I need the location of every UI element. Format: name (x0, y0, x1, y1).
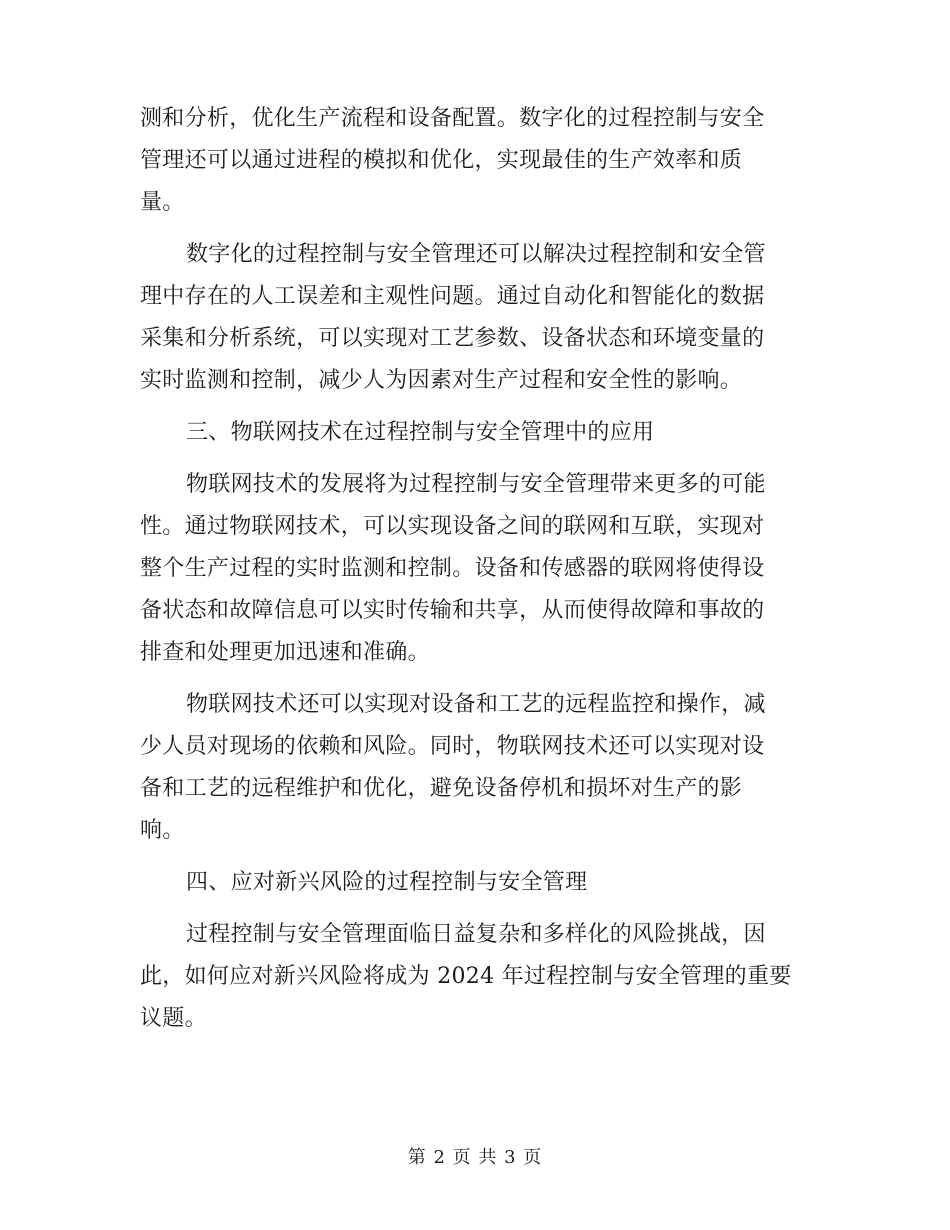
paragraph (140, 464, 810, 674)
paragraph (140, 914, 810, 1040)
text-line: 性。通过物联网技术，可以实现设备之间的联网和互联，实现对 (140, 514, 765, 539)
text-line: 量。 (140, 190, 185, 215)
text-line: 排查和处理更加迅速和准确。 (140, 640, 430, 665)
text-line: 物联网技术还可以实现对设备和工艺的远程监控和操作，减 (186, 692, 766, 717)
text-line: 议题。 (140, 1006, 207, 1031)
text-line: 理中存在的人工误差和主观性问题。通过自动化和智能化的数据 (140, 284, 765, 309)
paragraph (140, 234, 810, 402)
text-line: 采集和分析系统，可以实现对工艺参数、设备状态和环境变量的 (140, 326, 765, 351)
text-line: 管理还可以通过进程的模拟和优化，实现最佳的生产效率和质 (140, 148, 743, 173)
text-line: 整个生产过程的实时监测和控制。设备和传感器的联网将使得设 (140, 556, 765, 581)
text-line: 测和分析，优化生产流程和设备配置。数字化的过程控制与安全 (140, 106, 765, 131)
text-line: 备和工艺的远程维护和优化，避免设备停机和损坏对生产的影 (140, 776, 743, 801)
page-number: 第 2 页 共 3 页 (407, 1147, 543, 1168)
section-heading (140, 412, 810, 454)
paragraph (140, 98, 810, 224)
heading-text: 四、应对新兴风险的过程控制与安全管理 (186, 870, 588, 895)
text-line: 少人员对现场的依赖和风险。同时，物联网技术还可以实现对设 (140, 734, 765, 759)
page-footer (0, 1146, 950, 1170)
text-line: 过程控制与安全管理面临日益复杂和多样化的风险挑战，因 (186, 922, 766, 947)
text-line: 物联网技术的发展将为过程控制与安全管理带来更多的可能 (186, 472, 766, 497)
text-line: 数字化的过程控制与安全管理还可以解决过程控制和安全管 (186, 242, 766, 267)
heading-text: 三、物联网技术在过程控制与安全管理中的应用 (186, 420, 655, 445)
paragraph (140, 684, 810, 852)
document-body (140, 98, 810, 1040)
text-line: 备状态和故障信息可以实时传输和共享，从而使得故障和事故的 (140, 598, 765, 623)
text-line: 实时监测和控制，减少人为因素对生产过程和安全性的影响。 (140, 368, 743, 393)
text-line: 响。 (140, 818, 185, 843)
section-heading (140, 862, 810, 904)
text-line: 此，如何应对新兴风险将成为 2024 年过程控制与安全管理的重要 (140, 964, 792, 989)
